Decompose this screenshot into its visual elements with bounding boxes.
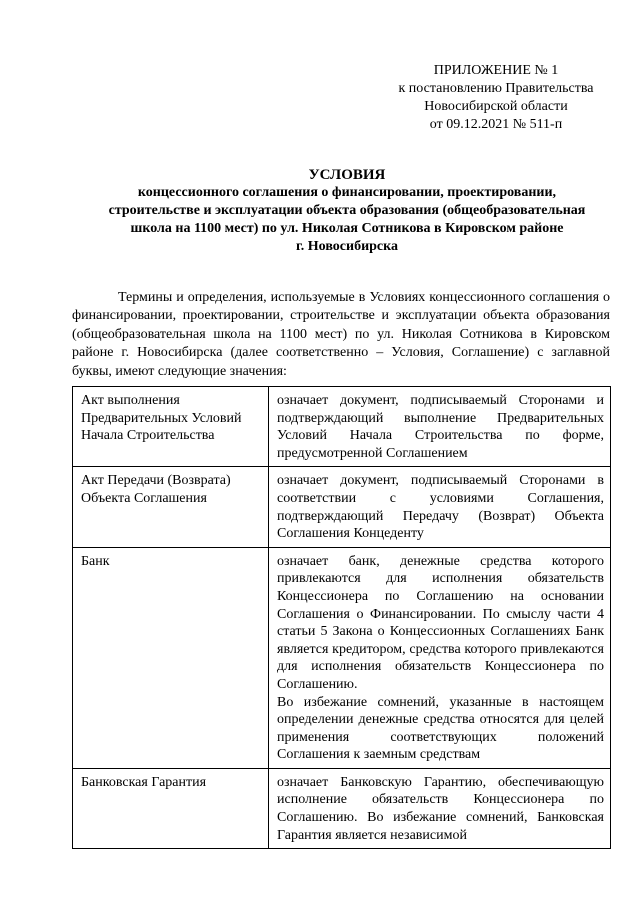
title-line: строительстве и эксплуатации объекта образования (общеобразовательная	[108, 203, 586, 218]
title-line: школа на 1100 мест) по ул. Николая Сотникова в Кировском районе	[130, 221, 564, 236]
term-cell: Акт выполнения Предварительных Условий Начала Строительства	[73, 387, 269, 467]
term-cell: Банковская Гарантия	[73, 768, 269, 848]
table-row	[73, 768, 611, 848]
annex-date: от 09.12.2021 № 511-п	[429, 117, 563, 132]
title-heading: УСЛОВИЯ	[308, 167, 386, 183]
definition-cell: означает Банковскую Гарантию, обеспечивающую исполнение обязательств Концессионера по Соглашению. Во избежание сомнений, Банковская Гарантия является независимой	[269, 768, 611, 848]
title-line: концессионного соглашения о финансировании, проектировании,	[137, 185, 557, 200]
definition-cell: означает документ, подписываемый Сторонами в соответствии с условиями Соглашения, подтверждающий Передачу (Возврат) Объекта Соглашения Концеденту	[269, 467, 611, 547]
terms-table	[72, 386, 611, 849]
intro-paragraph: Термины и определения, используемые в Условиях концессионного соглашения о финансировании, проектировании, строительстве и эксплуатации объекта образования (общеобразовательная школа на 1100 мест) по ул. Николая Сотникова в Кировском районе г. Новосибирска (далее соответственно – Условия, Соглашение) с заглавной буквы, имеют следующие значения:	[72, 290, 610, 379]
table-row	[73, 467, 611, 547]
document-title	[60, 166, 634, 256]
annex-number: ПРИЛОЖЕНИЕ № 1	[433, 63, 559, 78]
table-row	[73, 387, 611, 467]
annex-reference: к постановлению Правительства	[398, 81, 594, 96]
table-row	[73, 547, 611, 768]
annex-region: Новосибирской области	[424, 99, 568, 114]
term-cell: Акт Передачи (Возврата) Объекта Соглашения	[73, 467, 269, 547]
definition-cell: означает документ, подписываемый Сторонами и подтверждающий выполнение Предварительных Условий Начала Строительства по форме, предусмотренной Соглашением	[269, 387, 611, 467]
annex-header	[380, 62, 612, 134]
definition-paragraph: Во избежание сомнений, указанные в настоящем определении денежные средства относятся для целей применения соответствующих положений Соглашения к заемным средствам	[277, 694, 604, 763]
definition-paragraph: означает банк, денежные средства которого привлекаются для исполнения обязательств Концессионера по Соглашению на основании Соглашения о Финансировании. По смыслу части 4 статьи 5 Закона о Концессионных Соглашениях Банк является кредитором, средства которого привлекаются для исполнения обязательств Концессионера по Соглашению.	[277, 553, 604, 692]
term-cell: Банк	[73, 547, 269, 768]
title-line: г. Новосибирска	[296, 239, 398, 254]
definition-cell	[269, 547, 611, 768]
